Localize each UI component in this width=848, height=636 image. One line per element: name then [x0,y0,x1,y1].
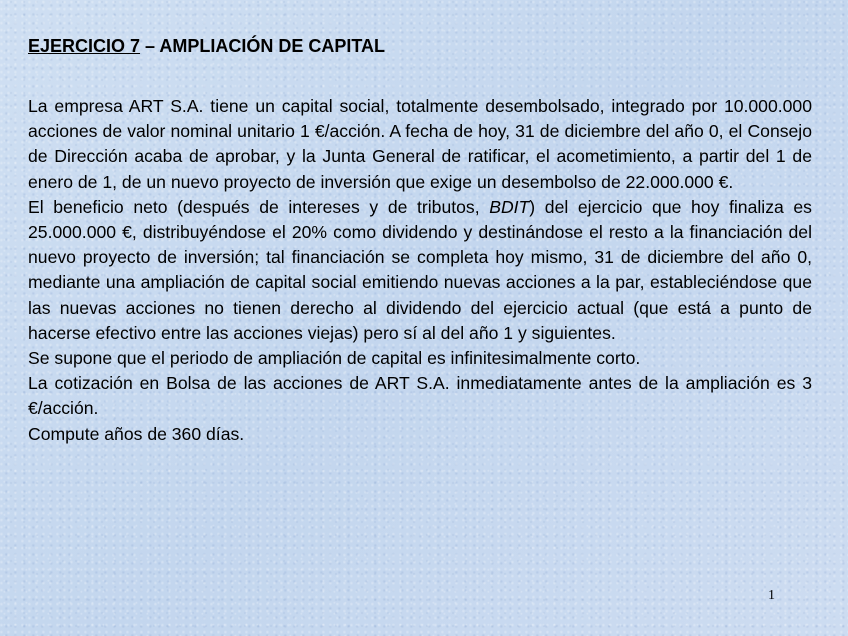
paragraph-assumption: Se supone que el periodo de ampliación de capital es infinitesimalmente corto. [28,348,641,369]
bdit-term: BDIT [489,196,530,217]
paragraph-net-profit [28,195,812,346]
exercise-statement [28,94,812,447]
net-profit-text-end: ) del ejercicio que hoy finaliza es 25.000.000 €, distribuyéndose el 20% como dividendo y destinándose el resto a la financiación del nuevo proyecto de inversión; tal financiación se completa hoy mismo, 31 de diciembre del año 0, mediante una ampliación de capital social emitiendo nuevas acciones a la par, estableciéndose que las nuevas acciones no tienen derecho al dividendo del ejercicio actual (que está a punto de hacerse efectivo entre las acciones viejas) pero sí al del año 1 y siguientes. [28,196,812,343]
paragraph-company-description: La empresa ART S.A. tiene un capital social, totalmente desembolsado, integrado por 10.000.000 acciones de valor nominal unitario 1 €/acción. A fecha de hoy, 31 de diciembre del año 0, el Consejo de Dirección acaba de aprobar, y la Junta General de ratificar, el acometimiento, a partir del 1 de enero de 1, de un nuevo proyecto de inversión que exige un desembolso de 22.000.000 €. [28,96,812,192]
exercise-title [28,36,385,57]
page-number: 1 [768,588,775,603]
paragraph-share-price: La cotización en Bolsa de las acciones de ART S.A. inmediatamente antes de la ampliación es 3 €/acción. [28,373,812,419]
net-profit-text-start: El beneficio neto (después de intereses y de tributos, [28,196,490,217]
paragraph-day-count: Compute años de 360 días. [28,423,245,444]
exercise-number: EJERCICIO 7 [28,36,141,56]
exercise-topic: – AMPLIACIÓN DE CAPITAL [140,36,386,56]
